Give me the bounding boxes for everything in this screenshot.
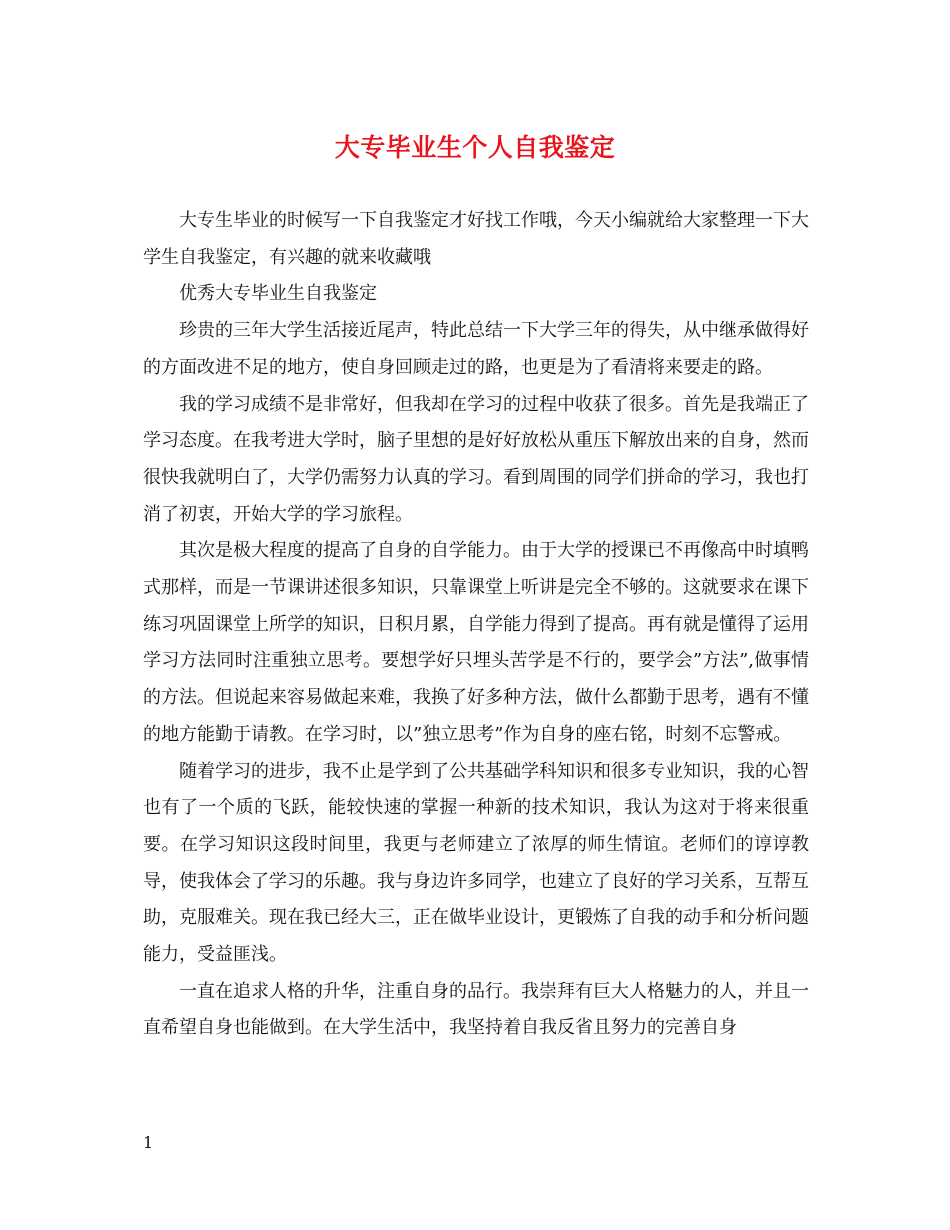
paragraph-subheading: 优秀大专毕业生自我鉴定 <box>179 283 377 305</box>
document-body <box>143 203 809 1047</box>
paragraph: 我的学习成绩不是非常好，但我却在学习的过程中收获了很多。首先是我端正了学习态度。在我考进大学时，脑子里想的是好好放松从重压下解放出来的自身，然而很快我就明白了，大学仍需努力认真的学习。看到周围的同学们拼命的学习，我也打消了初衷，开始大学的学习旅程。 <box>143 393 809 525</box>
paragraph: 随着学习的进步，我不止是学到了公共基础学科知识和很多专业知识，我的心智也有了一个质的飞跃，能较快速的掌握一种新的技术知识，我认为这对于将来很重要。在学习知识这段时间里，我更与老师建立了浓厚的师生情谊。老师们的谆谆教导，使我体会了学习的乐趣。我与身边许多同学，也建立了良好的学习关系，互帮互助，克服难关。现在我已经大三，正在做毕业设计，更锻炼了自我的动手和分析问题能力，受益匪浅。 <box>143 760 809 966</box>
page-number: 1 <box>143 1133 154 1152</box>
paragraph: 珍贵的三年大学生活接近尾声，特此总结一下大学三年的得失，从中继承做得好的方面改进不足的地方，使自身回顾走过的路，也更是为了看清将来要走的路。 <box>143 320 809 378</box>
paragraph: 其次是极大程度的提高了自身的自学能力。由于大学的授课已不再像高中时填鸭式那样，而是一节课讲述很多知识，只靠课堂上听讲是完全不够的。这就要求在课下练习巩固课堂上所学的知识，日积月累，自学能力得到了提高。再有就是懂得了运用学习方法同时注重独立思考。要想学好只埋头苦学是不行的，要学会”方法”,做事情的方法。但说起来容易做起来难，我换了好多种方法，做什么都勤于思考，遇有不懂的地方能勤于请教。在学习时，以”独立思考”作为自身的座右铭，时刻不忘警戒。 <box>143 540 809 745</box>
document-title: 大专毕业生个人自我鉴定 <box>334 133 616 162</box>
paragraph: 一直在追求人格的升华，注重自身的品行。我崇拜有巨大人格魅力的人，并且一直希望自身也能做到。在大学生活中，我坚持着自我反省且努力的完善自身 <box>143 980 809 1039</box>
paragraph-intro: 大专生毕业的时候写一下自我鉴定才好找工作哦，今天小编就给大家整理一下大学生自我鉴定，有兴趣的就来收藏哦 <box>143 210 809 268</box>
